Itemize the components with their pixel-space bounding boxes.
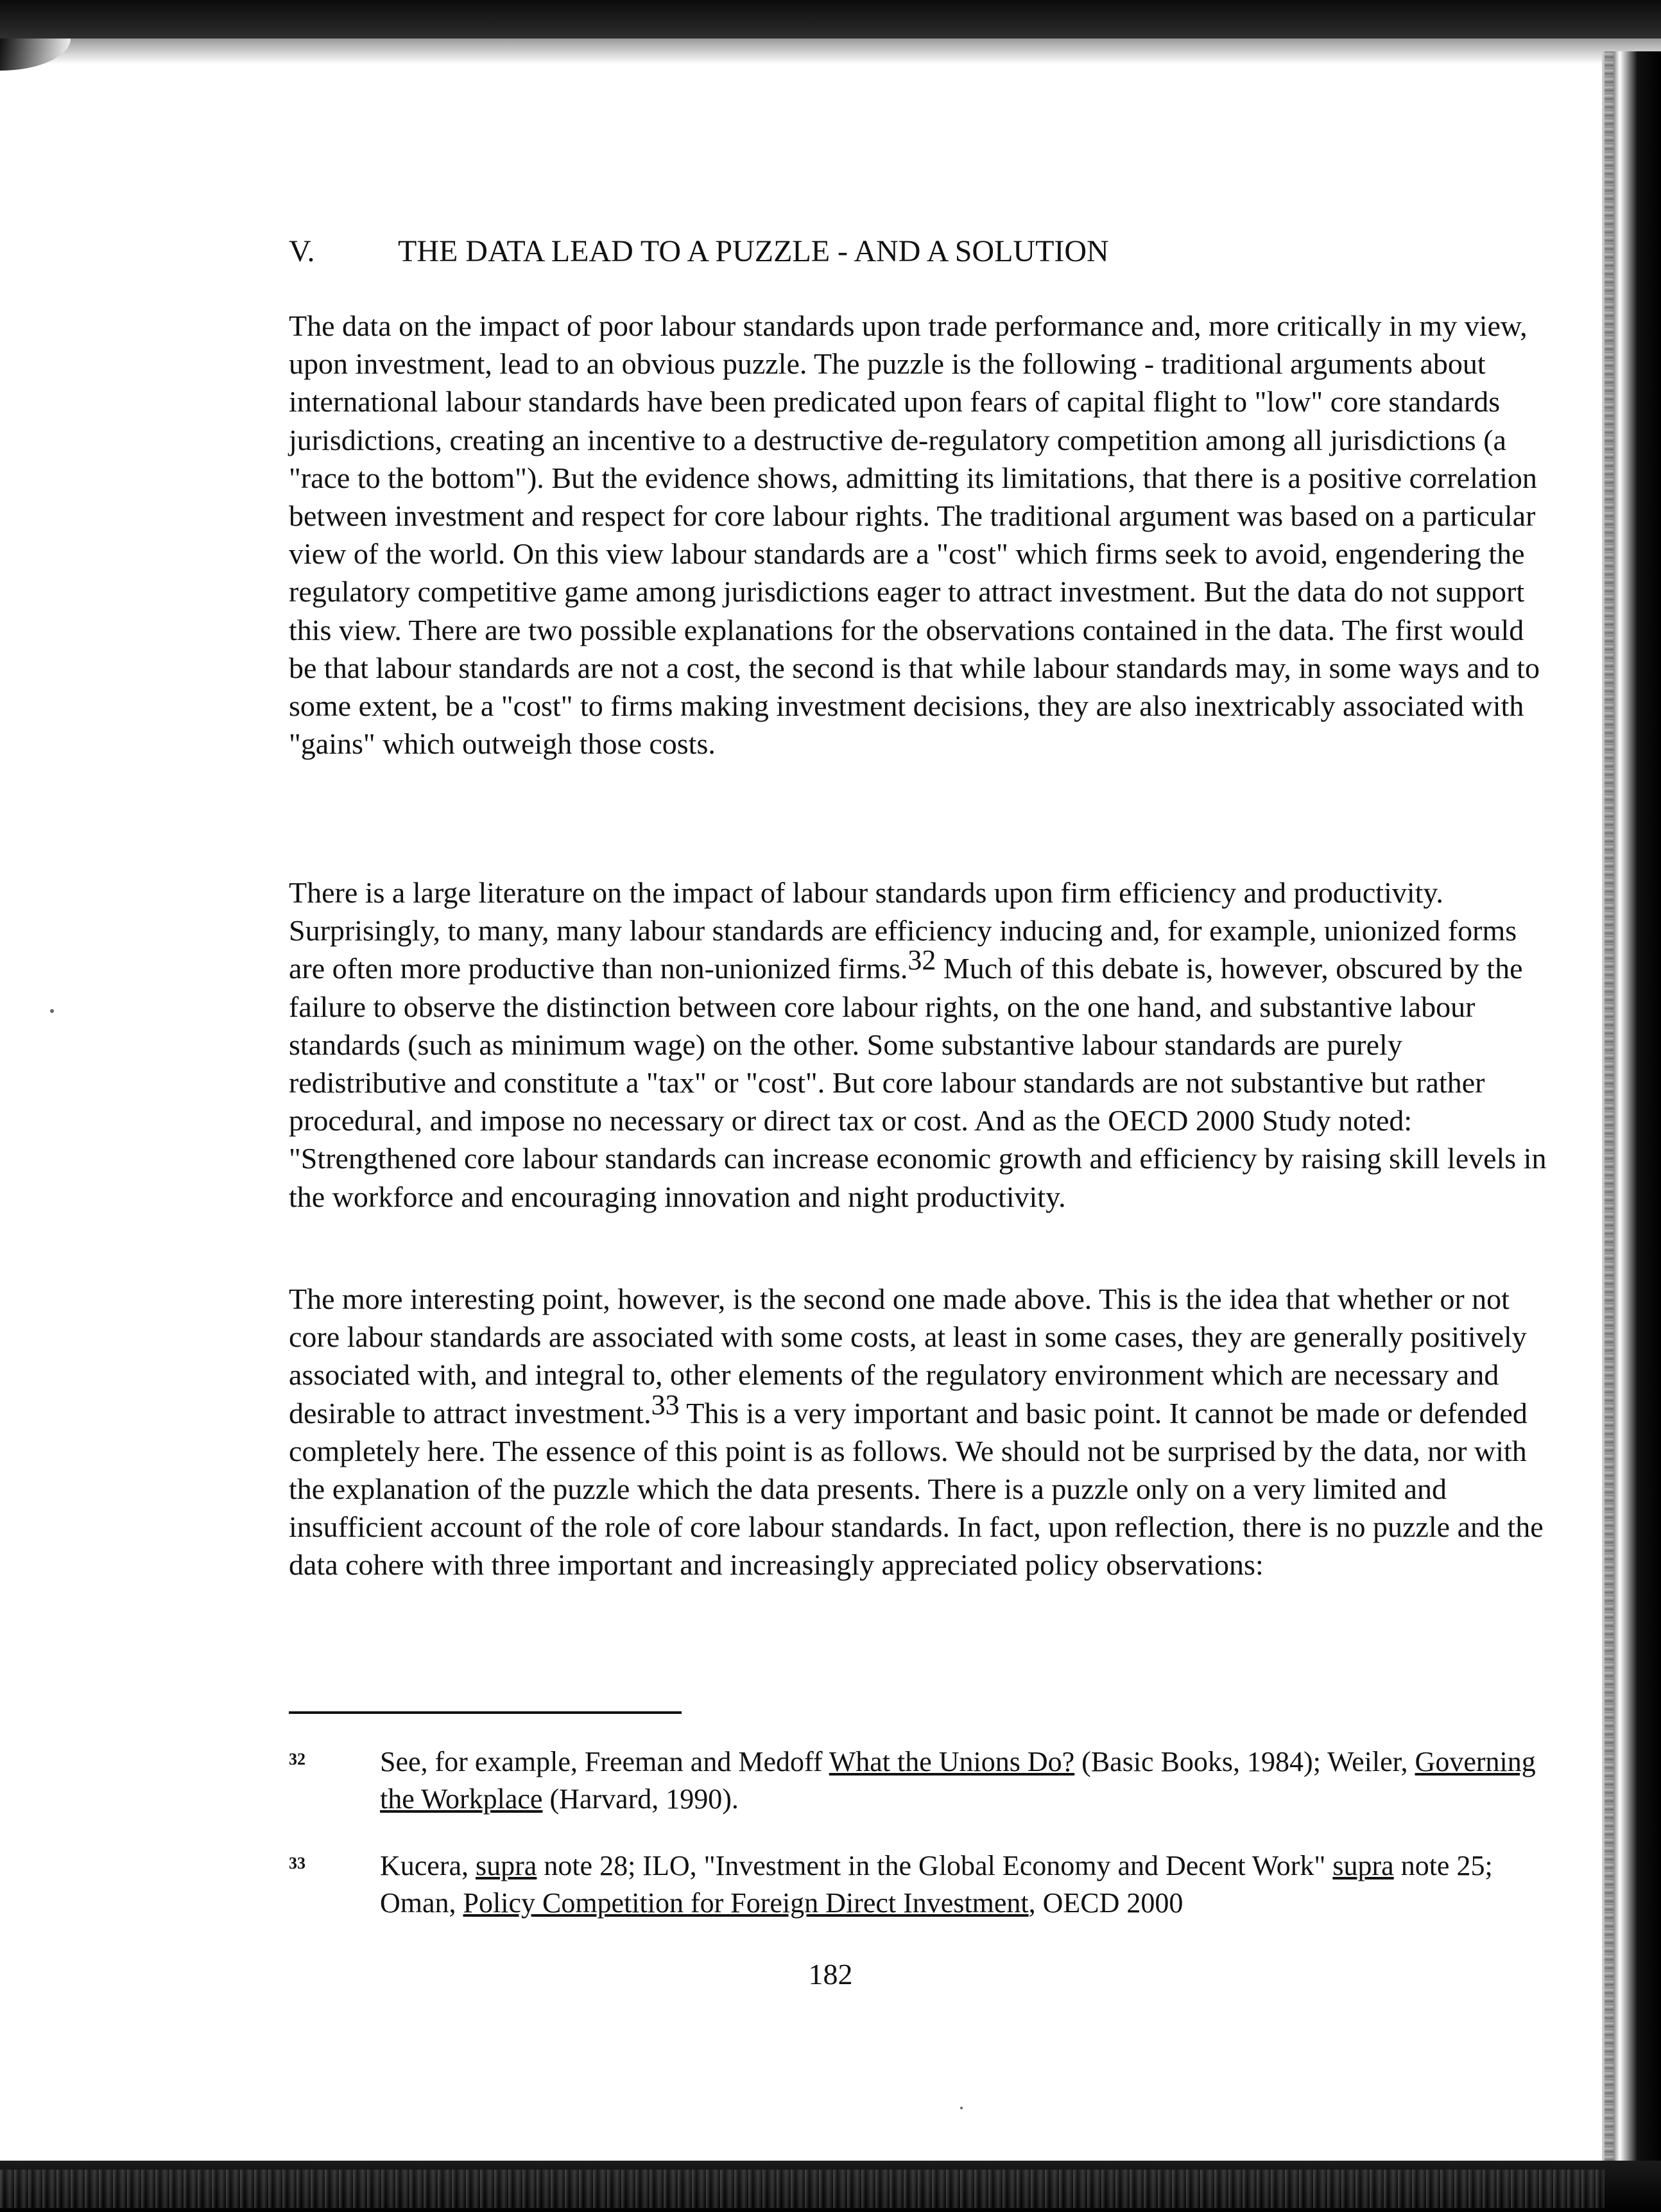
body-paragraph — [289, 307, 1547, 763]
body-paragraph — [289, 1280, 1547, 1584]
footnote-number: 33 — [289, 1854, 306, 1872]
footnote-separator — [289, 1711, 682, 1714]
footnote-text-run: note 25; Oman, — [380, 1850, 1493, 1919]
section-heading — [289, 231, 1109, 272]
cited-term: supra — [1332, 1850, 1394, 1881]
paragraph-text: There is a large literature on the impact of labour standards upon firm efficiency and productivity. Surprisingly, to many, many labour standards are efficiency inducing and, for example, unionized forms are often more productive than non-unionized firms. — [289, 876, 1517, 985]
cited-title: Governing the Workplace — [380, 1746, 1536, 1815]
scan-shadow-top — [0, 39, 1661, 64]
paragraph-text: The data on the impact of poor labour standards upon trade performance and, more critically in my view, upon investment, lead to an obvious puzzle. The puzzle is the following - traditional arguments about international labour standards have been predicated upon fears of capital flight to "low" core standards jurisdictions, creating an incentive to a destructive de-regulatory competition among all jurisdictions (a "race to the bottom"). But the evidence shows, admitting its limitations, that there is a positive correlation between investment and respect for core labour rights. The traditional argument was based on a particular view of the world. On this view labour standards are a "cost" which firms seek to avoid, engendering the regulatory competitive game among jurisdictions eager to attract investment. But the data do not support this view. There are two possible explanations for the observations contained in the data. The first would be that labour standards are not a cost, the second is that while labour standards may, in some ways and to some extent, be a "cost" to firms making investment decisions, they are also inextricably associated with "gains" which outweigh those costs. — [289, 309, 1540, 761]
scan-noise-bottom — [0, 2170, 1605, 2208]
scan-binding-edge — [1605, 51, 1614, 2212]
footnote-reference[interactable]: 33 — [651, 1388, 680, 1421]
footnote-text-run: (Basic Books, 1984); Weiler, — [1074, 1746, 1415, 1777]
footnote-text — [380, 1847, 1561, 1922]
footnote-number: 32 — [289, 1750, 306, 1768]
cited-title: Policy Competition for Foreign Direct Investment — [463, 1887, 1029, 1919]
paragraph-text: This is a very important and basic point. It cannot be made or defended completely here. The essence of this point is as follows. We should not be surprised by the data, nor with the explanation of the puzzle which the data presents. There is a puzzle only on a very limited and insufficient account of the role of core labour standards. In fact, upon reflection, there is no puzzle and the data cohere with three important and increasingly appreciated policy observations: — [289, 1396, 1544, 1582]
scan-speck — [960, 2107, 963, 2109]
scan-shadow-corner — [0, 39, 71, 71]
section-title: THE DATA LEAD TO A PUZZLE - AND A SOLUTION — [398, 234, 1109, 268]
scan-speck — [50, 1009, 54, 1013]
page-number: 182 — [808, 1958, 853, 1991]
footnote-text-run: Kucera, — [380, 1850, 476, 1881]
footnote-text-run: (Harvard, 1990). — [542, 1783, 739, 1815]
body-paragraph — [289, 874, 1547, 1216]
cited-term: supra — [476, 1850, 537, 1881]
footnote-reference[interactable]: 32 — [908, 944, 936, 976]
section-number: V. — [289, 234, 315, 268]
scan-border-top — [0, 0, 1661, 39]
paragraph-text: Much of this debate is, however, obscured by the failure to observe the distinction between core labour rights, on the one hand, and substantive labour standards (such as minimum wage) on the other. Some substantive labour standards are purely redistributive and constitute a "tax" or "cost". But core labour standards are not substantive but rather procedural, and impose no necessary or direct tax or cost. And as the OECD 2000 Study noted: "Strengthened core labour standards can increase economic growth and efficiency by raising skill levels in the workforce and encouraging innovation and night productivity. — [289, 952, 1547, 1213]
paragraph-text: The more interesting point, however, is the second one made above. This is the idea that whether or not core labour standards are associated with some costs, at least in some cases, they are generally positively associated with, and integral to, other elements of the regulatory environment which are necessary and desirable to attract investment. — [289, 1283, 1527, 1430]
footnote-text — [380, 1743, 1561, 1818]
cited-title: What the Unions Do? — [829, 1746, 1075, 1777]
footnote-text-run: See, for example, Freeman and Medoff — [380, 1746, 829, 1777]
footnote-text-run: note 28; ILO, "Investment in the Global Economy and Decent Work" — [537, 1850, 1333, 1881]
footnote-text-run: , OECD 2000 — [1028, 1887, 1183, 1919]
